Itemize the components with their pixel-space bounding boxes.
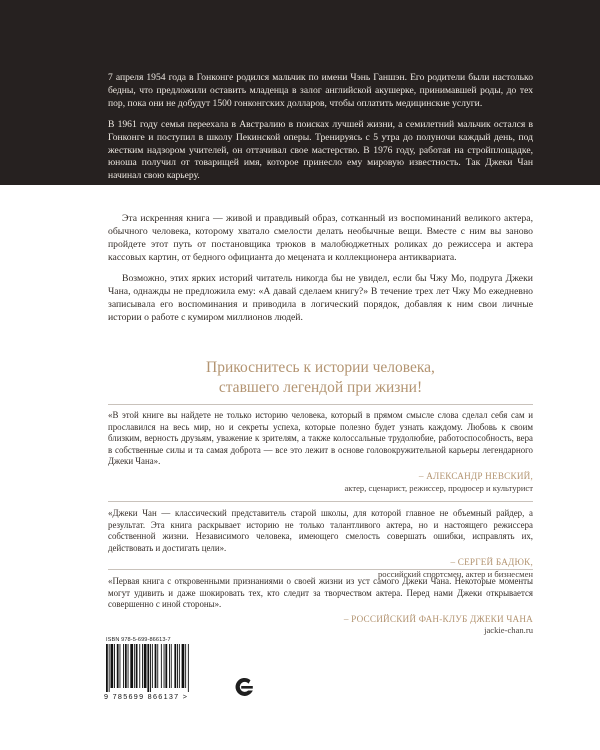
barcode-bar [150, 644, 151, 692]
review-quote-3 [108, 576, 533, 636]
barcode-bar [139, 644, 140, 688]
barcode-bar [147, 644, 149, 692]
barcode-bar [123, 644, 124, 688]
tagline [108, 358, 533, 398]
barcode-bar [155, 644, 157, 688]
divider [108, 404, 533, 405]
description-paragraph-2: Возможно, этих ярких историй читатель никогда бы не увидел, если бы Чжу Мо, подруга Джеки Чана, однажды не предложила ему: «А давай сделаем книгу?» В течение трех лет Чжу Мо ежедневно записывала его воспоминания и приводила в логический порядок, добавляя к ним свои личные истории о работе с кумиром миллионов людей. [108, 273, 533, 323]
barcode-bar [165, 644, 167, 688]
barcode-block [104, 637, 224, 705]
review-author: – АЛЕКСАНДР НЕВСКИЙ, [418, 470, 533, 481]
barcode-bar [157, 644, 158, 688]
description-paragraph-1: Эта искренняя книга — живой и правдивый образ, сотканный из воспоминаний великого актера, обычного человека, которому хватало смелости делать необычные вещи. Вместе с ним вы заново пройдете этот путь от постановщика трюков в малобюджетных роликах до режиссера и актера кассовых картин, от бедного официанта до мецената и коллекционера антиквариата. [108, 213, 533, 263]
review-text: «Джеки Чан — классический представитель старой школы, для которой главное не объемный райдер, а результат. Эта книга раскрывает историю не только талантливого актера, но и настоящего режиссера собственной жизни. Независимого человека, имеющего смелость совершать ошибки, исправлять их, действовать и достигать цели». [108, 508, 533, 553]
divider [108, 569, 533, 570]
tagline-line-2: ставшего легендой при жизни! [218, 379, 423, 396]
barcode-bar [177, 644, 178, 688]
barcode-bar [161, 644, 162, 688]
barcode-bar [144, 644, 147, 688]
biography-text [108, 72, 533, 183]
review-text: «Первая книга с откровенными признаниями о своей жизни из уст самого Джеки Чана. Некоторые моменты могут удивить и даже шокировать тех, кто следит за творчеством актера. Перед нами Джеки открывается совершенно с иной стороны». [108, 576, 533, 610]
barcode-bar [125, 644, 127, 688]
barcode-icon [104, 644, 222, 692]
barcode-bar [111, 644, 114, 688]
barcode-bar [188, 644, 189, 692]
barcode-bar [152, 644, 153, 688]
barcode-bar [182, 644, 185, 688]
review-author-role: актер, сценарист, режиссер, продюсер и культурист [344, 482, 533, 493]
barcode-bar [128, 644, 129, 688]
barcode-bar [134, 644, 135, 688]
barcode-bar [114, 644, 115, 688]
barcode-bar [169, 644, 170, 688]
biography-paragraph-1: 7 апреля 1954 года в Гонконге родился мальчик по имени Чэнь Ганшэн. Его родители были настолько бедны, что предложили оставить младенца в залог английской акушерке, принимавшей роды, до тех пор, пока они не добудут 1500 гонконгских долларов, чтобы оплатить медицинские услуги. [108, 72, 533, 109]
barcode-bar [136, 644, 138, 688]
barcode-bar [174, 644, 176, 688]
review-source-url: jackie-chan.ru [484, 625, 533, 636]
isbn-label: ISBN 978-5-699-86613-7 [106, 637, 171, 643]
review-author-role: российский спортсмен, актер и бизнесмен [378, 568, 533, 579]
barcode-bar [179, 644, 180, 688]
barcode-bar [185, 644, 186, 688]
review-quote-1 [108, 410, 533, 494]
barcode-bar [106, 644, 108, 692]
barcode-bar [164, 644, 165, 688]
dark-header-block [0, 0, 600, 185]
barcode-bar [130, 644, 133, 688]
review-author: – РОССИЙСКИЙ ФАН-КЛУБ ДЖЕКИ ЧАНА [343, 613, 533, 624]
barcode-bar [109, 644, 110, 692]
tagline-line-1: Прикоснитесь к истории человека, [206, 359, 435, 376]
publisher-logo-icon [233, 676, 255, 698]
book-description [108, 212, 533, 332]
divider [108, 501, 533, 502]
review-text: «В этой книге вы найдете не только историю человека, который в прямом смысле слова сделал себя сам и прославился на весь мир, но и секреты успеха, которые полезно будет узнать каждому. Любовь к своим близким, верность друзьям, уважение к зрителям, а также колоссальные трудолюбие, работоспособность, вера в собственные силы и та самая доброта — все это лежит в основе головокружительной карьеры легендарного Джеки Чана». [108, 410, 533, 467]
review-author: – СЕРГЕЙ БАДЮК, [450, 557, 533, 568]
barcode-bar [171, 644, 172, 688]
barcode-bar [120, 644, 121, 688]
barcode-bar [142, 644, 143, 688]
barcode-bar [117, 644, 119, 688]
barcode-digits: 9 785699 866137 > [104, 692, 189, 701]
biography-paragraph-2: В 1961 году семья переехала в Австралию в поисках лучшей жизни, а семилетний мальчик остался в Гонконге и поступил в школу Пекинской оперы. Тренируясь с 5 утра до полуночи каждый день, под жестким надзором учителей, он оттачивал свое мастерство. В 1976 году, работая на стройплощадке, юноша получил от товарищей имя, которое принесло ему мировую известность. Так Джеки Чан начинал свою карьеру. [108, 118, 533, 182]
